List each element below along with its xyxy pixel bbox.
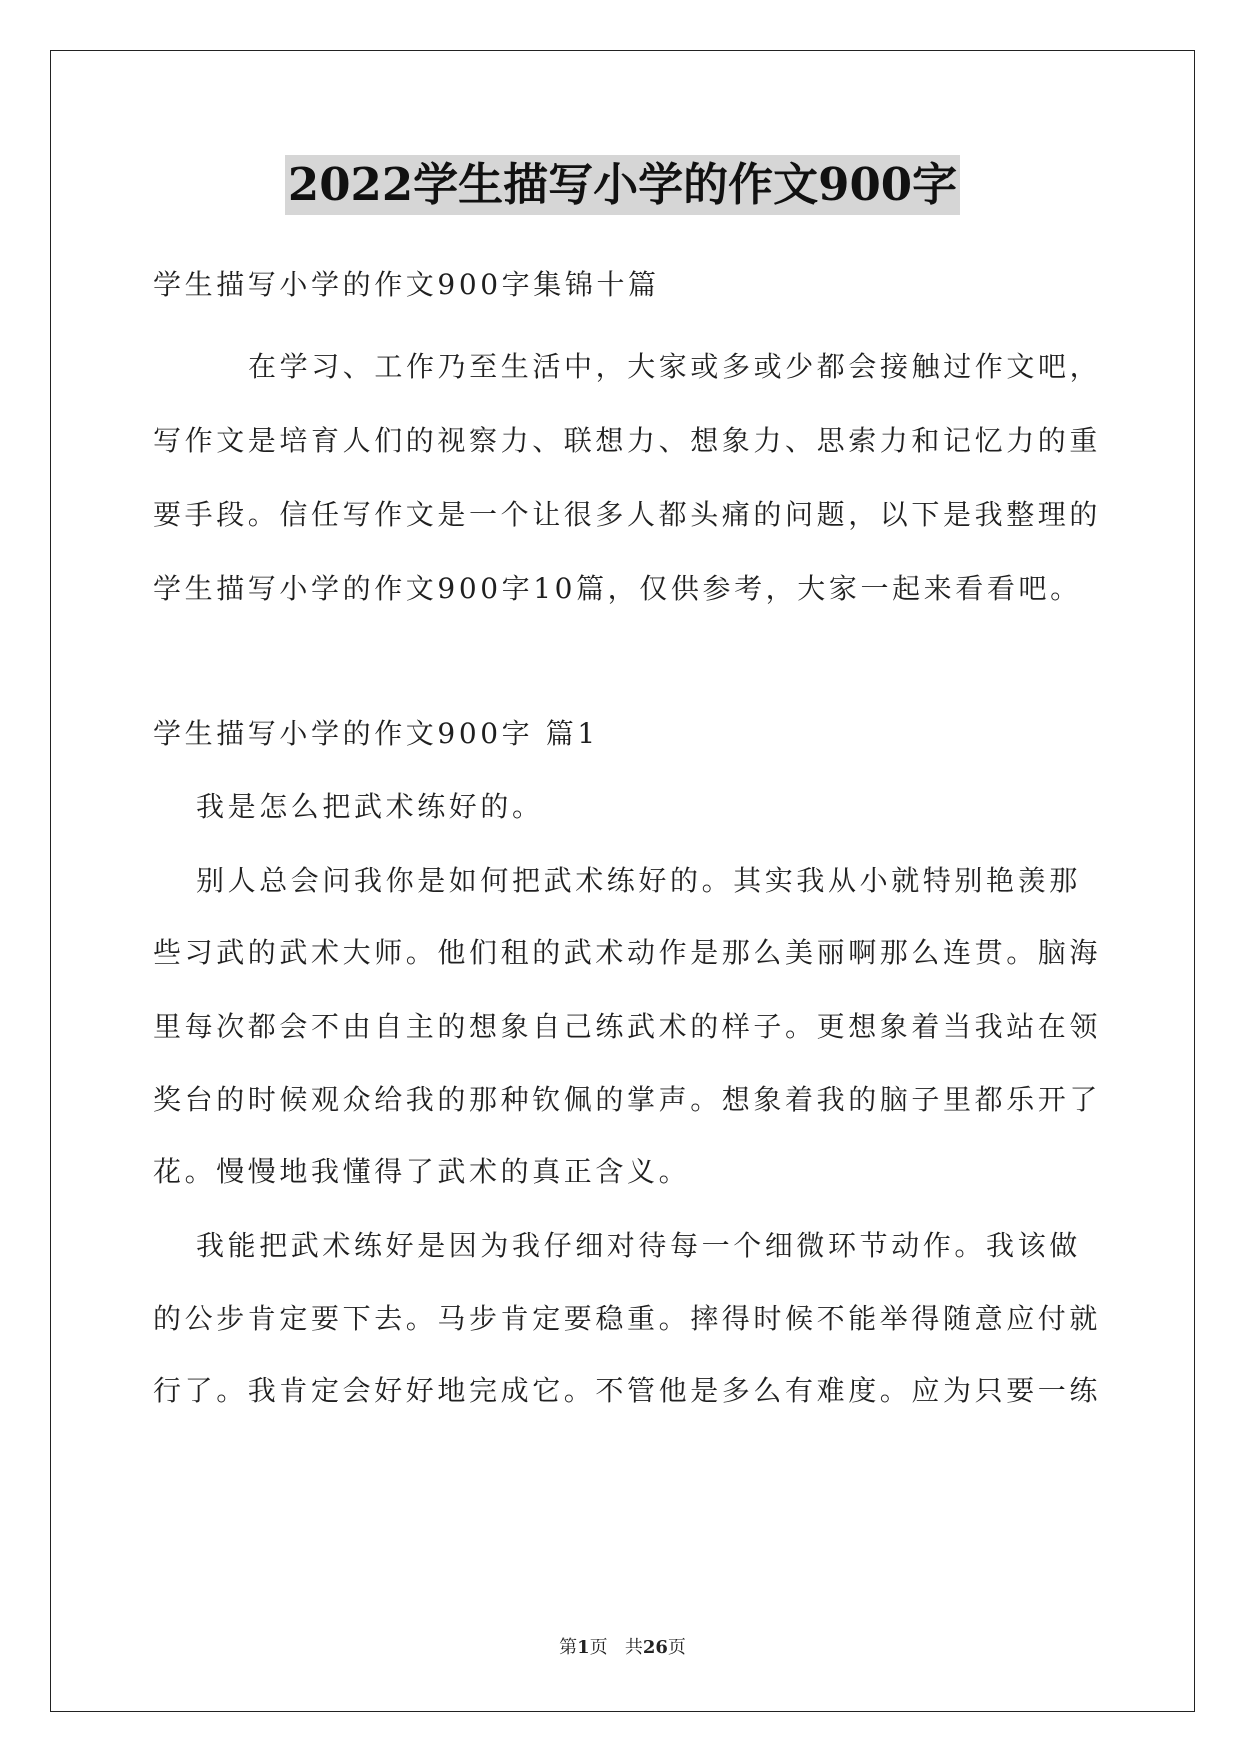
body-line-5: 奖台的时候观众给我的那种钦佩的掌声。想象着我的脑子里都乐开了 [153, 1083, 1102, 1116]
body-line-9: 行了。我肯定会好好地完成它。不管他是多么有难度。应为只要一练 [153, 1374, 1102, 1407]
page-label-suffix: 页 [589, 1637, 608, 1658]
intro-line-4: 学生描写小学的作文900字10篇，仅供参考，大家一起来看看吧。 [153, 572, 1082, 605]
section-heading: 学生描写小学的作文900字 篇1 [153, 717, 599, 750]
body-line-2: 别人总会问我你是如何把武术练好的。其实我从小就特别艳羡那 [196, 864, 1081, 897]
page-number: 1 [577, 1637, 590, 1658]
document-title: 2022学生描写小学的作文900字 [285, 155, 960, 215]
total-label-prefix: 共 [624, 1637, 643, 1658]
intro-line-2: 写作文是培育人们的视察力、联想力、想象力、思索力和记忆力的重 [153, 424, 1102, 457]
body-line-3: 些习武的武术大师。他们租的武术动作是那么美丽啊那么连贯。脑海 [153, 936, 1102, 969]
intro-line-3: 要手段。信任写作文是一个让很多人都头痛的问题，以下是我整理的 [153, 498, 1102, 531]
body-line-1: 我是怎么把武术练好的。 [196, 790, 544, 823]
page-label-prefix: 第 [559, 1637, 578, 1658]
document-subtitle: 学生描写小学的作文900字集锦十篇 [153, 268, 660, 301]
document-page [50, 50, 1195, 1712]
intro-line-1: 在学习、工作乃至生活中，大家或多或少都会接触过作文吧， [248, 350, 1102, 383]
total-pages: 26 [642, 1637, 668, 1658]
body-line-4: 里每次都会不由自主的想象自己练武术的样子。更想象着当我站在领 [153, 1010, 1102, 1043]
body-line-8: 的公步肯定要下去。马步肯定要稳重。摔得时候不能举得随意应付就 [153, 1302, 1102, 1335]
body-line-7: 我能把武术练好是因为我仔细对待每一个细微环节动作。我该做 [196, 1229, 1081, 1262]
body-line-6: 花。慢慢地我懂得了武术的真正含义。 [153, 1155, 691, 1188]
total-label-suffix: 页 [667, 1637, 686, 1658]
page-footer [51, 1636, 1194, 1660]
title-container [51, 155, 1194, 215]
